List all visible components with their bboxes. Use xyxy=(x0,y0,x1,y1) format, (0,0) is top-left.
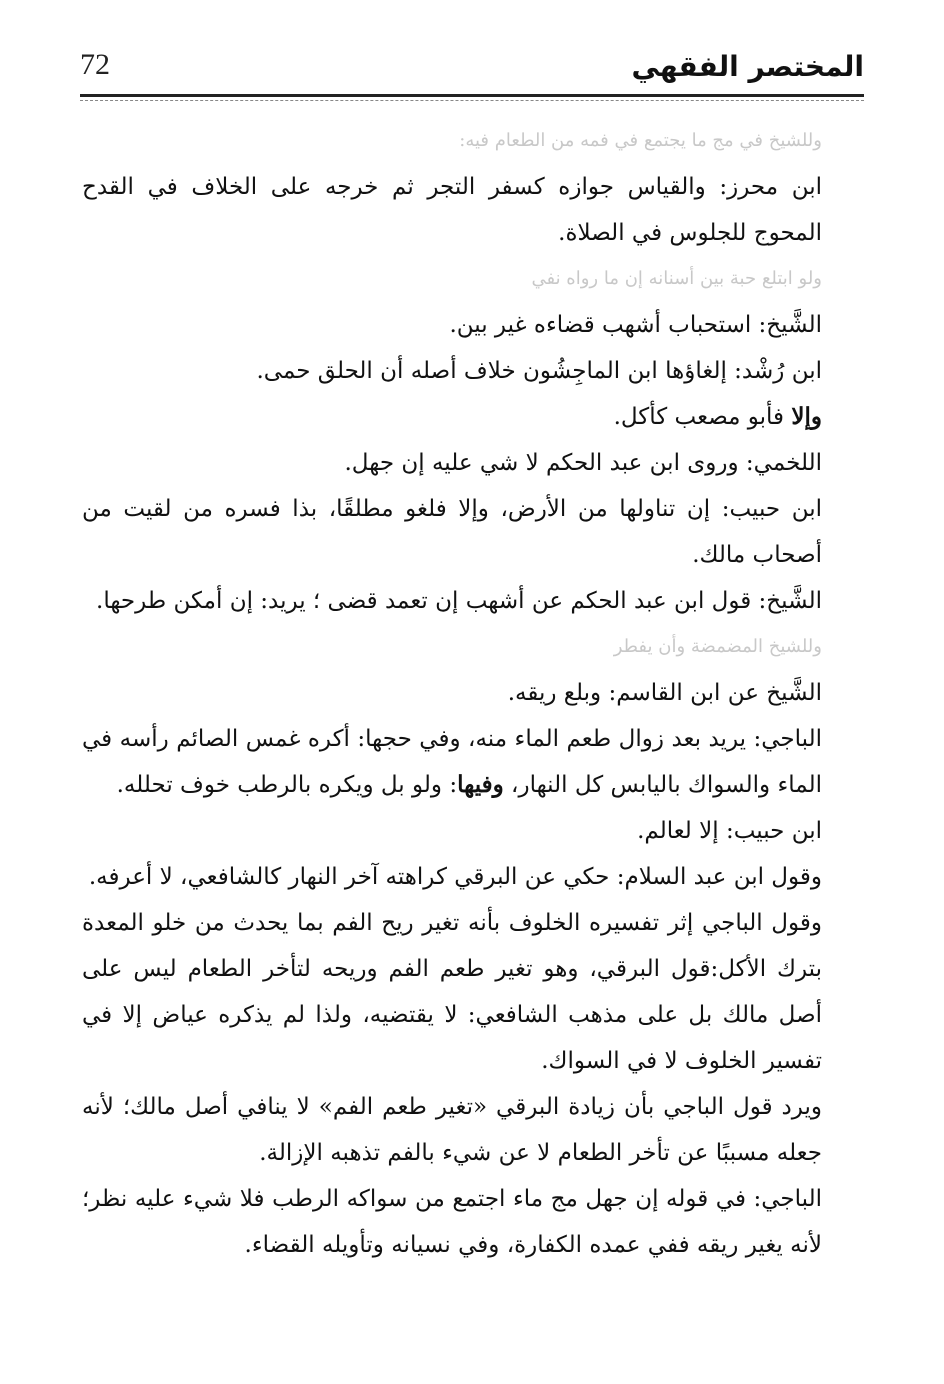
running-title: المختصر الفقهي xyxy=(631,50,864,83)
paragraph-text: فأبو مصعب كأكل. xyxy=(613,404,792,430)
page-header xyxy=(80,40,864,96)
paragraph: ابن محرز: والقياس جوازه كسفر التجر ثم خرجه على الخلاف في القدح المحوج للجلوس في الصلاة. xyxy=(82,174,822,246)
paragraph xyxy=(82,716,862,808)
paragraph: الشَّيخ عن ابن القاسم: وبلع ريقه. xyxy=(507,680,822,706)
faded-heading: وللشيخ المضمضة وأن يفطر xyxy=(613,636,822,657)
paragraph-text: : ولو بل ويكره بالرطب خوف تحلله. xyxy=(116,772,458,798)
faded-heading: وللشيخ في مج ما يجتمع في فمه من الطعام فيه: xyxy=(459,130,822,151)
paragraph: ابن رُشْد: إلغاؤها ابن الماجِشُون خلاف أصله أن الحلق حمى. xyxy=(256,358,822,384)
header-rule xyxy=(80,94,864,97)
faded-heading: ولو ابتلع حبة بين أسنانه إن ما رواه نفي xyxy=(531,268,822,289)
header-rule-thin xyxy=(80,100,864,101)
main-text xyxy=(82,118,862,1268)
paragraph: وقول ابن عبد السلام: حكي عن البرقي كراهته آخر النهار كالشافعي، لا أعرفه. xyxy=(88,864,822,890)
paragraph: ابن حبيب: إن تناولها من الأرض، وإلا فلغو مطلقًا، بذا فسره من لقيت من أصحاب مالك. xyxy=(82,496,822,568)
paragraph: الباجي: في قوله إن جهل مج ماء اجتمع من سواكه الرطب فلا شيء عليه نظر؛ لأنه يغير ريقه ففي عمده الكفارة، وفي نسيانه وتأويله القضاء. xyxy=(82,1186,822,1258)
paragraph: ابن حبيب: إلا لعالم. xyxy=(637,818,822,844)
bold-lead: وفيها xyxy=(457,771,504,798)
paragraph: وقول الباجي إثر تفسيره الخلوف بأنه تغير ريح الفم بما يحدث من خلو المعدة بترك الأكل:قول البرقي، وهو تغير طعم الفم وريحه لتأخر الطعام ليس على أصل مالك بل على مذهب الشافعي: لا يقتضيه، ولذا لم يذكره عياض إلا في تفسير الخلوف لا في السواك. xyxy=(82,910,822,1074)
paragraph: الشَّيخ: استحباب أشهب قضاءه غير بين. xyxy=(449,312,822,338)
paragraph: الشَّيخ: قول ابن عبد الحكم عن أشهب إن تعمد قضى ؛ يريد: إن أمكن طرحها. xyxy=(96,588,822,614)
page-number: 72 xyxy=(80,48,110,81)
paragraph xyxy=(82,394,862,440)
paragraph: اللخمي: وروى ابن عبد الحكم لا شي عليه إن جهل. xyxy=(344,450,822,476)
bold-lead: وإلا xyxy=(791,403,822,430)
paragraph: ويرد قول الباجي بأن زيادة البرقي «تغير طعم الفم» لا ينافي أصل مالك؛ لأنه جعله مسببًا عن تأخر الطعام لا عن شيء بالفم تذهبه الإزالة. xyxy=(82,1094,822,1166)
paragraph-text: الباجي: يريد بعد زوال طعم الماء منه، وفي حجها: أكره غمس الصائم رأسه في الماء والسواك باليابس كل النهار، xyxy=(82,726,822,798)
